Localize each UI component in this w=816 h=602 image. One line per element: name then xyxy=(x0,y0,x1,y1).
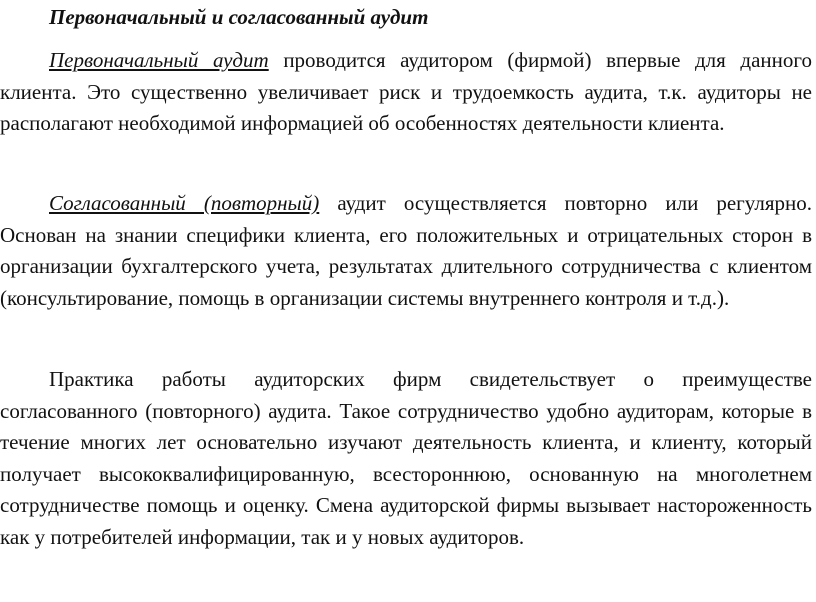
paragraph-practice: Практика работы аудиторских фирм свидетельствует о преимуществе согласованного (повторного) аудита. Такое сотрудничество удобно аудиторам, которые в течение многих лет основательно изучают деятельность клиента, и клиенту, который получает высококвалифицированную, всестороннюю, основанную на многолетнем сотрудничестве помощь и оценку. Смена аудиторской фирмы вызывает настороженность как у потребителей информации, так и у новых аудиторов. xyxy=(0,367,812,549)
term-initial-audit: Первоначальный аудит xyxy=(49,48,269,72)
document-title: Первоначальный и согласованный аудит xyxy=(49,5,429,29)
term-agreed-audit: Согласованный (повторный) xyxy=(49,191,320,215)
paragraph-initial-audit xyxy=(0,45,812,140)
paragraph-agreed-audit xyxy=(0,188,812,314)
paragraph-initial-audit-text: проводится аудитором (фирмой) впервые для данного клиента. Это существенно увеличивает риск и трудоемкость аудита, т.к. аудиторы не располагают необходимой информацией об особенностях деятельности клиента. xyxy=(0,48,812,136)
paragraph-agreed-audit-text: аудит осуществляется повторно или регулярно. Основан на знании специфики клиента, его положительных и отрицательных сторон в организации бухгалтерского учета, результатах длительного сотрудничества с клиентом (консультирование, помощь в организации системы внутреннего контроля и т.д.). xyxy=(0,191,812,310)
